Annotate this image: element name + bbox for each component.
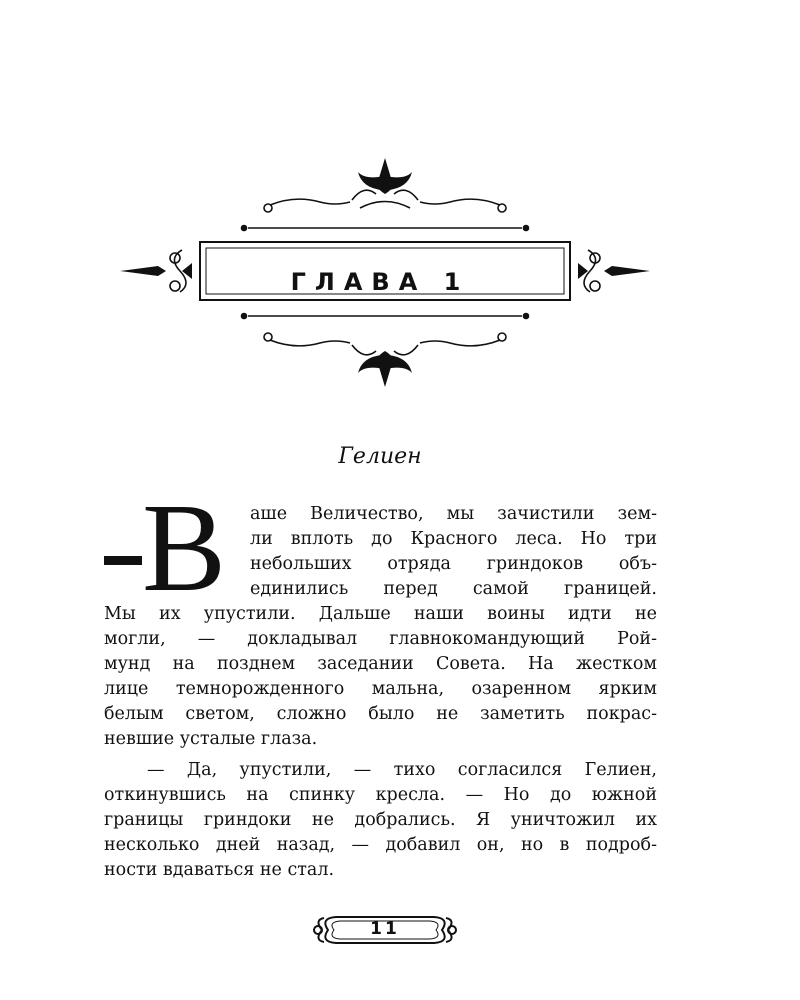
text-line: несколько дней назад, — добавил он, но в подроб-	[104, 835, 657, 855]
text-line: Мы их упустили. Дальше наши воины идти не	[104, 604, 657, 624]
chapter-subtitle: Гелиен	[338, 444, 422, 469]
text-line: мунд на позднем заседании Совета. На жестком	[104, 654, 657, 674]
chapter-title: ГЛАВА 1	[290, 268, 470, 296]
dropcap-letter: В	[142, 479, 227, 618]
page-number: 11	[370, 919, 400, 939]
text-line: границы гриндоки не добрались. Я уничтожил их	[104, 810, 657, 830]
text-line: единились перед самой границей.	[250, 579, 657, 599]
text-line: ли вплоть до Красного леса. Но три	[250, 529, 657, 549]
text-line: ности вдаваться не стал.	[104, 860, 335, 880]
dropcap-dash	[104, 556, 142, 565]
text-line: аше Величество, мы зачистили зем-	[250, 504, 657, 524]
text-line: могли, — докладывал главнокомандующий Рой-	[104, 629, 657, 649]
text-line: откинувшись на спинку кресла. — Но до южной	[104, 785, 657, 805]
text-line: белым светом, сложно было не заметить покрас-	[104, 704, 657, 724]
text-line: лице темнорожденного мальна, озаренном ярким	[104, 679, 657, 699]
text-line: небольших отряда гриндоков объ-	[250, 554, 657, 574]
text-line: невшие усталые глаза.	[104, 729, 318, 749]
text-line: — Да, упустили, — тихо согласился Гелиен,	[147, 760, 657, 780]
